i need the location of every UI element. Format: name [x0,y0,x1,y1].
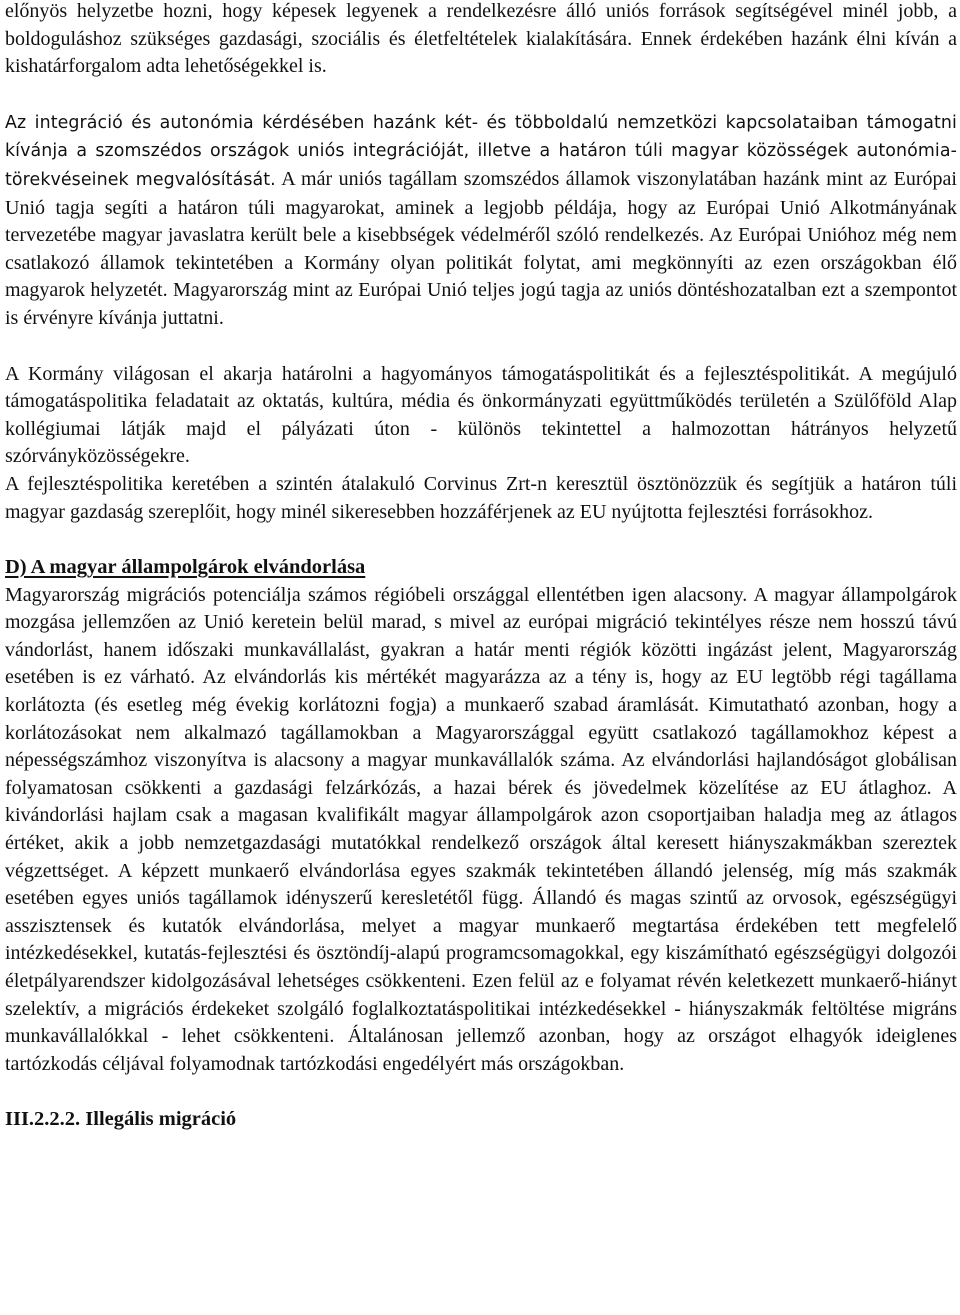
paragraph-gap [5,526,957,554]
paragraph-support-policy: A Kormány világosan el akarja határolni a hagyományos támogatáspolitikát és a fejlesztéspolitikát. A megújuló támogatáspolitika feladatait az oktatás, kultúra, média és önkormányzati együttműködés területén a Szülőföld Alap kollégiumai látják majd el pályázati úton - különös tekintettel a halmozottan hátrányos helyzetű szórványközösségekre. [5,362,957,468]
section-heading-emigration: D) A magyar állampolgárok elvándorlása [5,556,366,579]
paragraph-integration-autonomy [5,109,957,333]
paragraph-development-policy: A fejlesztéspolitika keretében a szintén átalakuló Corvinus Zrt-n keresztül ösztönözzük és segítjük a határon túli magyar gazdaság szereplőit, hogy minél sikeresebben hozzáférjenek az EU nyújtotta fejlesztési forrásokhoz. [5,472,957,523]
paragraph-gap [5,81,957,109]
paragraph-gap [5,1078,957,1106]
section-heading-illegal-migration: III.2.2.2. Illegális migráció [5,1108,237,1131]
paragraph-cross-border-intro: előnyös helyzetbe hozni, hogy képesek legyenek a rendelkezésre álló uniós források segítségével minél jobb, a boldoguláshoz szükséges gazdasági, szociális és életfeltételek kialakítására. Ennek érdekében hazánk élni kíván a kishatárforgalom adta lehetőségekkel is. [5,0,957,78]
paragraph-integration-lead: Az integráció és autonómia kérdésében hazánk két- és többoldalú nemzetközi kapcsolataiban támogatni kívánja a szomszédos országok uniós integrációját, illetve a határon túli magyar közösségek autonómia-törekvéseinek megvalósítását. [5,112,957,190]
paragraph-emigration: Magyarország migrációs potenciálja számos régióbeli országgal ellentétben igen alacsony. A magyar állampolgárok mozgása jellemzően az Unió keretein belül marad, s mivel az európai migráció tekintélyes része nem hosszú távú vándorlást, hanem időszaki munkavállalást, gyakran a határ menti régiók közötti ingázást jelent, Magyarország esetében is ez várható. Az elvándorlás kis mértékét magyarázza az a tény is, hogy az EU legtöbb régi tagállama korlátozta (és esetleg még évekig korlátozni fogja) a munkaerő szabad áramlását. Kimutatható azonban, hogy a korlátozásokat nem alkalmazó tagállamokban a Magyarországgal együtt csatlakozó tagállamokhoz képest a népességszámhoz viszonyítva is alacsony a magyar munkavállalók száma. Az elvándorlási hajlandóságot globálisan folyamatosan csökkenti a gazdasági felzárkózás, a hazai bérek és jövedelmek közelítése az EU átlaghoz. A kivándorlási hajlam csak a magasan kvalifikált magyar állampolgárok azon csoportjaiban haladja meg az átlagos értéket, akik a jobb nemzetgazdasági mutatókkal rendelkező országok által keresett hiányszakmákban szereztek végzettséget. A képzett munkaerő elvándorlása egyes szakmák tekintetében állandó jelenség, míg más szakmák esetében egyes uniós tagállamok idényszerű keresletétől függ. Állandó és magas szintű az orvosok, egészségügyi asszisztensek és kutatók elvándorlása, melyet a magyar munkaerő megtartása érdekében tett megfelelő intézkedésekkel, kutatás-fejlesztési és ösztöndíj-alapú programcsomagokkal, egy kiszámítható egészségügyi dolgozói életpályarendszer kidolgozásával lehetséges csökkenteni. Ezen felül az e folyamat révén keletkezett munkaerő-hiányt szelektív, a migrációs érdekeket szolgáló foglalkoztatáspolitikai intézkedésekkel - hiányszakmák feltöltése migráns munkavállalókkal - lehet csökkenteni. Általánosan jellemző azonban, hogy az országot elhagyók ideiglenes tartózkodás céljával folyamodnak tartózkodási engedélyért más országokban. [5,583,957,1075]
paragraph-integration-body: A már uniós tagállam szomszédos államok viszonylatában hazánk mint az Európai Unió tagja segíti a határon túli magyarokat, aminek a legjobb példája, hogy az Európai Unió Alkotmányának tervezetébe magyar javaslatra került bele a kisebbségek védelméről szóló rendelkezés. Az Európai Unióhoz még nem csatlakozó államok tekintetében a Kormány olyan politikát folytat, ami megkönnyíti az ezen országokban élő magyarok helyzetét. Magyarország mint az Európai Unió teljes jogú tagja az uniós döntéshozatalban ezt a szempontot is érvényre kívánja juttatni. [5,167,957,329]
paragraph-gap [5,333,957,361]
document-page [5,0,957,1134]
